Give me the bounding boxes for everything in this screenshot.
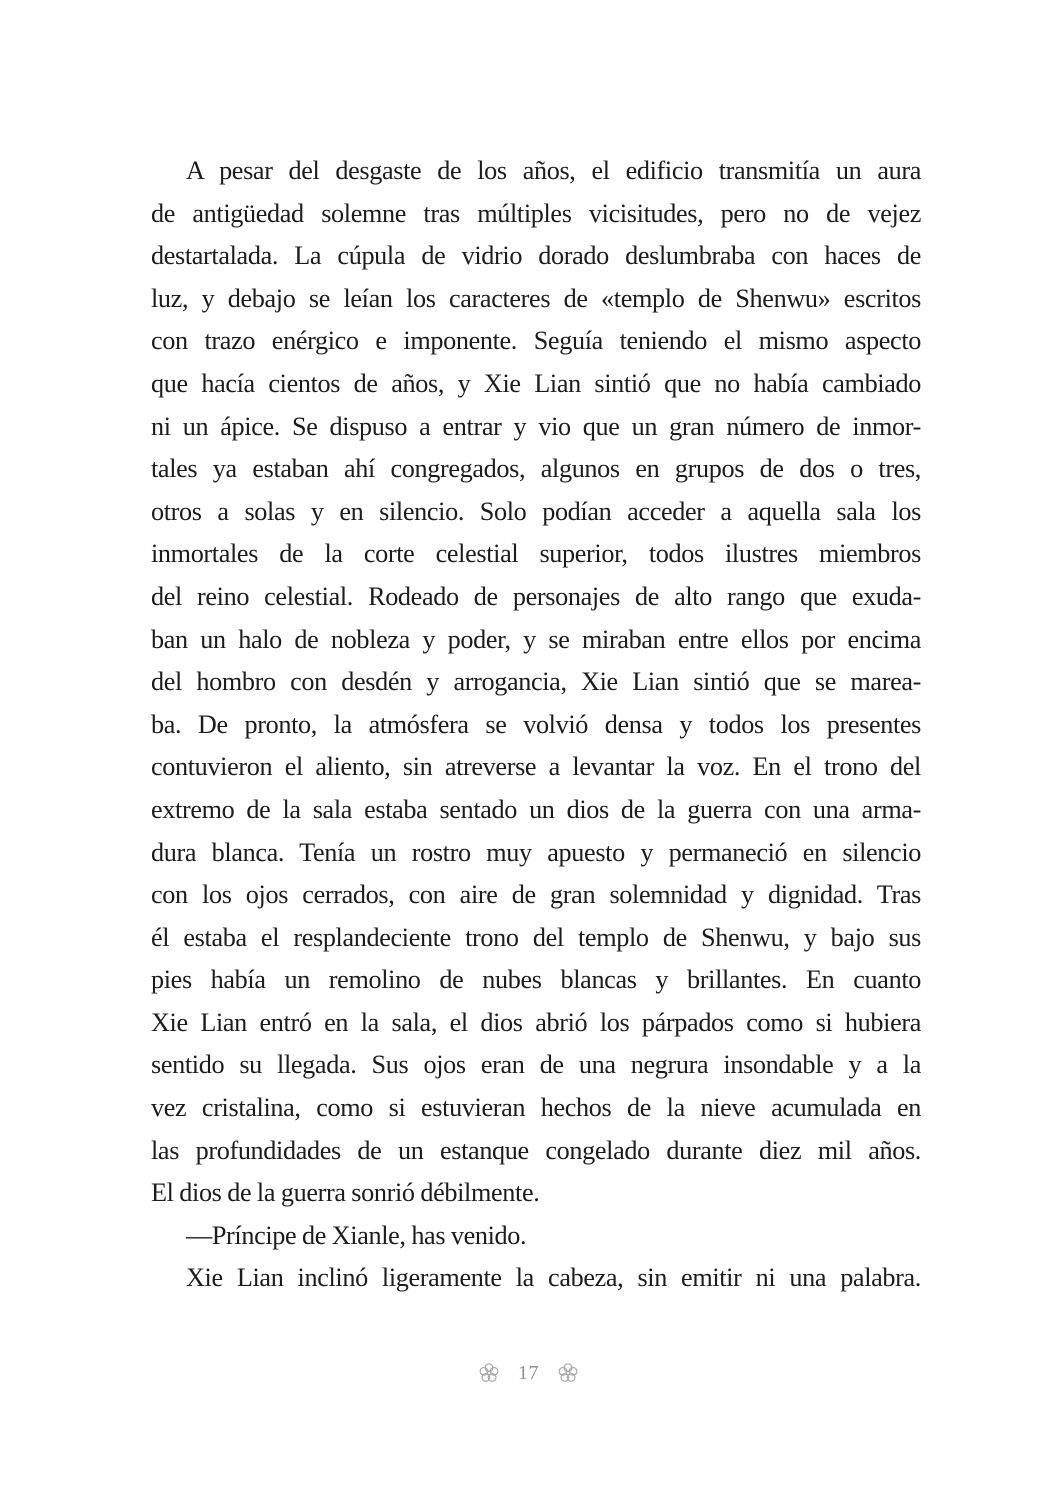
text-line: luz, y debajo se leían los caracteres de «templo de Shenwu» escritos <box>151 283 921 313</box>
text-line: ban un halo de nobleza y poder, y se miraban entre ellos por encima <box>151 624 921 654</box>
text-line: ni un ápice. Se dispuso a entrar y vio que un gran número de inmor- <box>151 411 921 441</box>
text-line: Xie Lian inclinó ligeramente la cabeza, sin emitir ni una palabra. <box>186 1263 921 1293</box>
text-line: él estaba el resplandeciente trono del templo de Shenwu, y bajo sus <box>151 922 921 952</box>
text-line: de antigüedad solemne tras múltiples vicisitudes, pero no de vejez <box>151 198 921 228</box>
text-line: dura blanca. Tenía un rostro muy apuesto y permaneció en silencio <box>151 837 921 867</box>
flower-ornament-icon <box>478 1362 500 1384</box>
text-line: con trazo enérgico e imponente. Seguía teniendo el mismo aspecto <box>151 326 921 356</box>
text-line: otros a solas y en silencio. Solo podían acceder a aquella sala los <box>151 496 921 526</box>
text-line: A pesar del desgaste de los años, el edificio transmitía un aura <box>186 156 921 185</box>
text-line: destartalada. La cúpula de vidrio dorado deslumbraba con haces de <box>151 241 921 271</box>
text-line: pies había un remolino de nubes blancas y brillantes. En cuanto <box>151 965 921 995</box>
text-line: sentido su llegada. Sus ojos eran de una negrura insondable y a la <box>151 1050 921 1080</box>
text-line: con los ojos cerrados, con aire de gran solemnidad y dignidad. Tras <box>151 880 921 910</box>
text-line: del reino celestial. Rodeado de personajes de alto rango que exuda- <box>151 581 921 611</box>
paragraph-1 <box>151 150 921 1215</box>
page-number: 17 <box>518 1361 539 1384</box>
text-line: inmortales de la corte celestial superior, todos ilustres miembros <box>151 539 921 569</box>
text-line: del hombro con desdén y arrogancia, Xie Lian sintió que se marea- <box>151 667 921 697</box>
body-text <box>151 150 921 1300</box>
text-line: tales ya estaban ahí congregados, algunos en grupos de dos o tres, <box>151 454 921 484</box>
text-line: El dios de la guerra sonrió débilmente. <box>151 1178 540 1208</box>
text-line: que hacía cientos de años, y Xie Lian sintió que no había cambiado <box>151 368 921 398</box>
page-footer <box>0 1356 1057 1390</box>
text-line: ba. De pronto, la atmósfera se volvió densa y todos los presentes <box>151 709 921 739</box>
flower-ornament-icon <box>557 1362 579 1384</box>
text-line: las profundidades de un estanque congelado durante diez mil años. <box>151 1135 921 1165</box>
text-line: extremo de la sala estaba sentado un dios de la guerra con una arma- <box>151 794 921 824</box>
text-line: contuvieron el aliento, sin atreverse a levantar la voz. En el trono del <box>151 752 921 782</box>
paragraph-3 <box>151 1257 921 1300</box>
text-line: vez cristalina, como si estuvieran hechos de la nieve acumulada en <box>151 1093 921 1123</box>
dialogue-line: —Príncipe de Xianle, has venido. <box>186 1220 527 1250</box>
text-line: Xie Lian entró en la sala, el dios abrió los párpados como si hubiera <box>151 1007 921 1037</box>
paragraph-2-dialogue <box>151 1215 921 1258</box>
